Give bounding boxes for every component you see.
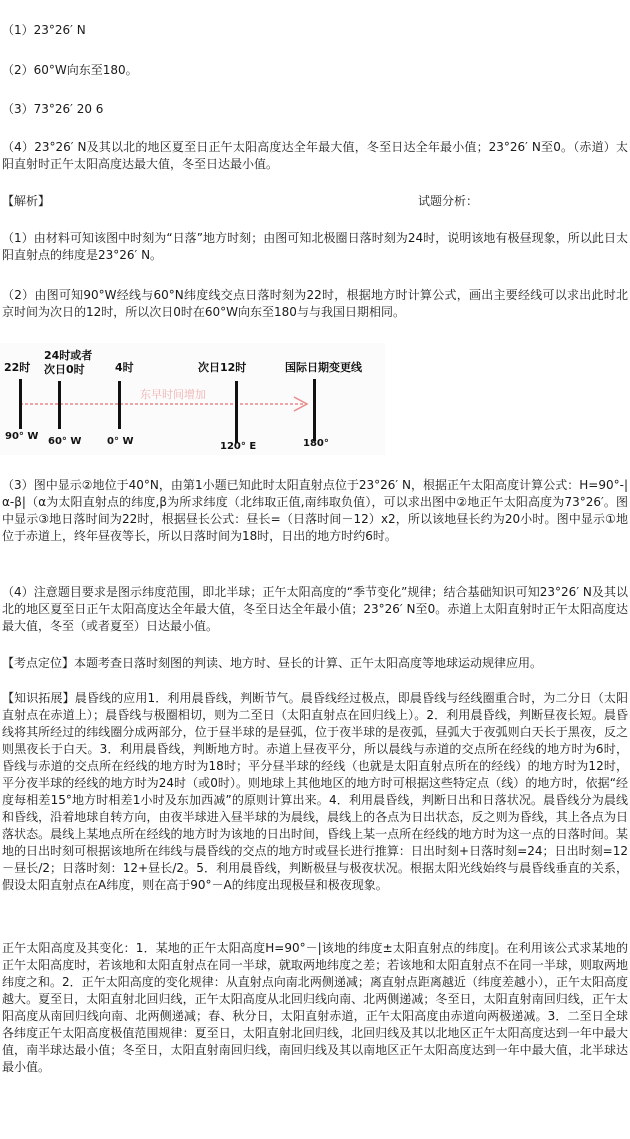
answer-4: （4）23°26′ N及其以北的地区夏至日正午太阳高度达全年最大值，冬至日达全年最小值；23°26′ N至0。（赤道）太阳直射时正午太阳高度达最大值，冬至日达最小值。 [2,140,628,171]
answer-1: （1）23°26′ N [2,23,86,37]
noon-sun-height: 正午太阳高度及其变化：1．某地的正午太阳高度H=90°－|该地的纬度±太阳直射点的纬度|。在利用该公式求某地的正午太阳高度时，若该地和太阳直射点在同一半球，就取两地纬度之差；若该地和太阳直射点不在同一半球，则取两地纬度之和。2．正午太阳高度的变化规律：从直射点向南北两侧递减；离直射点距离越近（纬度差越小），正午太阳高度越大。夏至日，太阳直射北回归线，正午太阳高度从北回归线向南、北两侧递减；冬至日，太阳直射南回归线，正午太阳高度从南回归线向南、北两侧递减；春、秋分日，太阳直射赤道，正午太阳高度由赤道向两极递减。3．二至日全球各纬度正午太阳高度极值范围规律：夏至日，太阳直射北回归线，北回归线及其以北地区正午太阳高度达到一年中最大值，南半球达最小值；冬至日，太阳直射南回归线，南回归线及其以南地区正午太阳高度达到一年中最大值，北半球达最小值。 [2,941,628,1074]
bar-180 [313,379,316,441]
answer-2: （2）60°W向东至180。 [2,63,138,77]
label-120e: 120° E [220,441,257,452]
analysis-p3: （3）图中显示②地位于40°N，由第1小题已知此时太阳直射点位于23°26′ N，根据正午太阳高度计算公式：H=90°-|α-β|（α为太阳直射点的纬度,β为所求纬度（北纬取正值,南纬取负值），可以求出图中②地正午太阳高度为73°26′。图中显示③地日落时间为22时，根据昼长公式：昼长=（日落时间－12）x2，所以该地昼长约为20小时。图中显示①地位于赤道上，终年昼夜等长，所以日落时间为18时，日出的地方时约6时。 [2,478,628,543]
label-24: 24时或者 [44,349,93,362]
analysis-heading: 【解析】 [2,194,51,208]
answer-3: （3）73°26′ 20 6 [2,102,104,116]
bar-0 [118,381,121,429]
bar-90w [19,379,22,429]
analysis-subheading: 试题分析： [418,194,479,208]
analysis-p4: （4）注意题目要求是图示纬度范围，即北半球；正午太阳高度的“季节变化”规律；结合基础知识可知23°26′ N及其以北的地区夏至日正午太阳高度达全年最大值，冬至日达全年最小值；23°26′ N至0。赤道上太阳直射时正午太阳高度达最大值，冬至（或者夏至）日达最小值。 [2,585,628,633]
diagram-svg [0,343,385,455]
date-line-diagram [0,343,385,455]
label-next12: 次日12时 [198,361,247,374]
arrow-text: 东早时间增加 [140,388,206,401]
label-next0: 次日0时 [44,363,85,376]
label-22: 22时 [4,361,31,374]
label-0w: 0° W [107,436,134,447]
label-4: 4时 [115,361,134,374]
label-90w: 90° W [5,431,39,442]
bar-120e [235,381,238,443]
bar-60w [58,381,61,429]
label-dateline: 国际日期变更线 [285,361,362,374]
label-180: 180° [303,438,329,449]
analysis-p2: （2）由图可知90°W经线与60°N纬度线交点日落时刻为22时，根据地方时计算公式，画出主要经线可以求出此时北京时间为次日的12时，所以次日0时在60°W向东至180与与我国日期相同。 [2,288,628,319]
kaodian: 【考点定位】本题考查日落时刻图的判读、地方时、昼长的计算、正午太阳高度等地球运动规律应用。 [2,656,543,670]
knowledge-extension: 【知识拓展】晨昏线的应用1．利用晨昏线，判断节气。晨昏线经过极点，即晨昏线与经线圈重合时，为二分日（太阳直射点在赤道上）；晨昏线与极圈相切，则为二至日（太阳直射点在回归线上）。2．利用晨昏线，判断昼夜长短。晨昏线将其所经过的纬线圈分成两部分，位于昼半球的是昼弧，位于夜半球的是夜弧，昼弧大于夜弧则白天长于黑夜，反之则黑夜长于白天。3．利用晨昏线，判断地方时。赤道上昼夜平分，所以晨线与赤道的交点所在经线的地方时为6时，昏线与赤道的交点所在经线的地方时为18时；平分昼半球的经线（也就是太阳直射点所在的经线）的地方时为12时，平分夜半球的经线的地方时为24时（或0时）。则地球上其他地区的地方时可根据这些特定点（线）的地方时，依据“经度每相差15°地方时相差1小时及东加西减”的原则计算出来。4．利用晨昏线，判断日出和日落状况。晨昏线分为晨线和昏线，沿着地球自转方向，由夜半球进入昼半球的为晨线，晨线上的各点为日出状态，反之则为昏线，其上各点为日落状态。晨线上某地点所在经线的地方时为该地的日出时间，昏线上某一点所在经线的地方时为这一点的日落时间。某地的日出时刻可根据该地所在纬线与晨昏线的交点的地方时或昼长进行推算：日出时刻+日落时刻=24；日出时刻=12－昼长/2；日落时刻：12+昼长/2。5．利用晨昏线，判断极昼与极夜状况。根据太阳光线始终与晨昏线垂直的关系，假设太阳直射点在A纬度，则在高于90°－A的纬度出现极昼和极夜现象。 [2,691,628,892]
label-60w: 60° W [48,436,82,447]
analysis-p1: （1）由材料可知该图中时刻为“日落”地方时刻；由图可知北极圈日落时刻为24时，说明该地有极昼现象，所以此日太阳直射点的纬度是23°26′ N。 [2,231,628,262]
